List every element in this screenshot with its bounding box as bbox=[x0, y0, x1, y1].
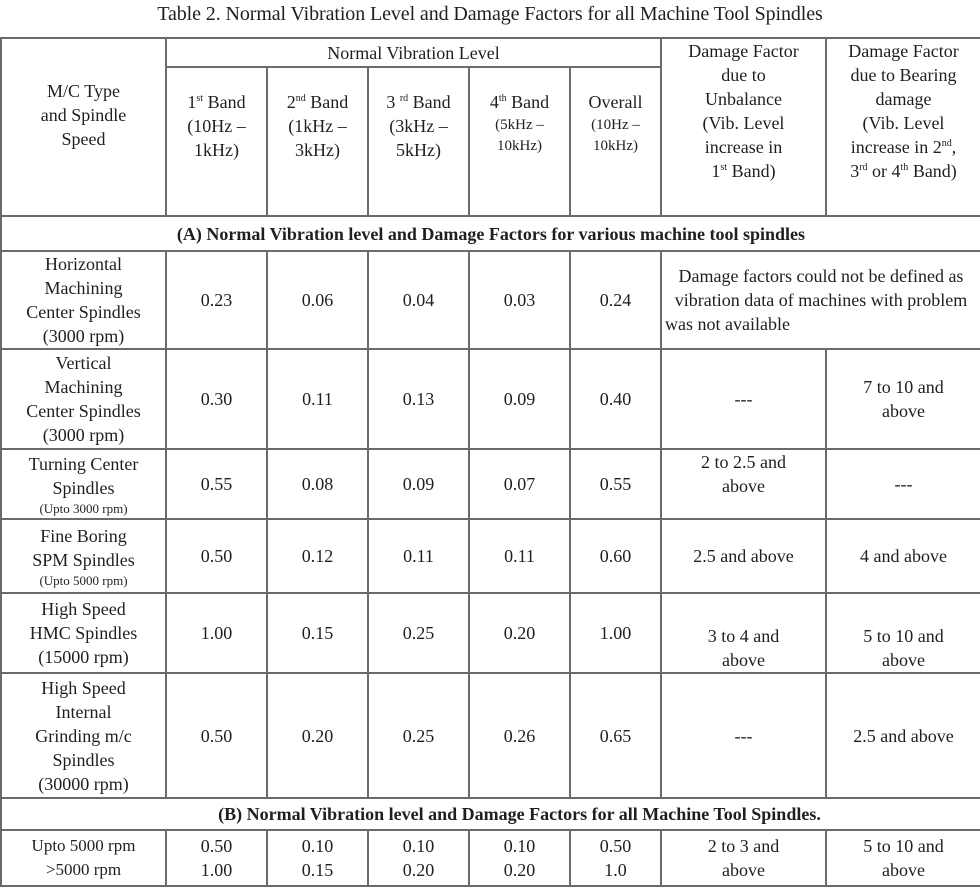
band3-value: 0.25 bbox=[368, 673, 469, 798]
band1-value: 0.30 bbox=[166, 349, 267, 449]
band1-value: 0.50 1.00 bbox=[166, 830, 267, 886]
band2-value: 0.06 bbox=[267, 251, 368, 349]
section-b-title: (B) Normal Vibration level and Damage Factors for all Machine Tool Spindles. bbox=[1, 798, 980, 830]
band3-value: 0.10 0.20 bbox=[368, 830, 469, 886]
band2-value: 0.12 bbox=[267, 519, 368, 593]
header-band-3: 3 $^{rd}$ Band (3kHz – 5kHz) bbox=[368, 67, 469, 216]
band2-value: 0.15 bbox=[267, 593, 368, 673]
header-damage-factor-bearing: Damage Factor due to Bearing damage (Vib. Level increase in 2nd, 3rd or 4th Band) bbox=[826, 38, 980, 216]
damage-factor-bearing-value: 5 to 10 and above bbox=[826, 593, 980, 673]
table-row bbox=[1, 593, 980, 673]
damage-factor-bearing-value: --- bbox=[826, 449, 980, 519]
header-normal-vibration-level: Normal Vibration Level bbox=[166, 38, 661, 67]
band1-value: 0.50 bbox=[166, 519, 267, 593]
damage-factor-unbalance-value: 3 to 4 and above bbox=[661, 593, 826, 673]
header-mc-type: M/C Type and Spindle Speed bbox=[1, 38, 166, 216]
mc-type-cell: High Speed Internal Grinding m/c Spindles (30000 rpm) bbox=[1, 673, 166, 798]
mc-type-cell: Turning Center Spindles (Upto 3000 rpm) bbox=[1, 449, 166, 519]
section-a-row bbox=[1, 216, 980, 251]
overall-value: 1.00 bbox=[570, 593, 661, 673]
band2-value: 0.11 bbox=[267, 349, 368, 449]
damage-factor-unbalance-value: 2.5 and above bbox=[661, 519, 826, 593]
band2-value: 0.10 0.15 bbox=[267, 830, 368, 886]
section-b-row bbox=[1, 798, 980, 830]
mc-type-cell: Upto 5000 rpm >5000 rpm bbox=[1, 830, 166, 886]
vibration-table bbox=[0, 37, 980, 887]
band1-value: 0.55 bbox=[166, 449, 267, 519]
table-row bbox=[1, 349, 980, 449]
band4-value: 0.26 bbox=[469, 673, 570, 798]
table-row bbox=[1, 519, 980, 593]
mc-type-cell: Vertical Machining Center Spindles (3000 rpm) bbox=[1, 349, 166, 449]
header-damage-factor-unbalance: Damage Factor due to Unbalance (Vib. Level increase in 1st Band) bbox=[661, 38, 826, 216]
damage-factor-unbalance-value: --- bbox=[661, 349, 826, 449]
band4-value: 0.03 bbox=[469, 251, 570, 349]
header-row-1 bbox=[1, 38, 980, 67]
overall-value: 0.50 1.0 bbox=[570, 830, 661, 886]
band1-value: 1.00 bbox=[166, 593, 267, 673]
overall-value: 0.60 bbox=[570, 519, 661, 593]
header-band-1: 1st Band (10Hz – 1kHz) bbox=[166, 67, 267, 216]
band1-value: 0.50 bbox=[166, 673, 267, 798]
mc-type-cell: Fine Boring SPM Spindles (Upto 5000 rpm) bbox=[1, 519, 166, 593]
damage-factor-unbalance-value: 2 to 3 and above bbox=[661, 830, 826, 886]
band4-value: 0.10 0.20 bbox=[469, 830, 570, 886]
table-caption: Table 2. Normal Vibration Level and Damage Factors for all Machine Tool Spindles bbox=[157, 3, 823, 25]
band4-value: 0.09 bbox=[469, 349, 570, 449]
overall-value: 0.55 bbox=[570, 449, 661, 519]
damage-factor-bearing-value: 5 to 10 and above bbox=[826, 830, 980, 886]
damage-factor-bearing-value: 7 to 10 and above bbox=[826, 349, 980, 449]
band3-value: 0.25 bbox=[368, 593, 469, 673]
band3-value: 0.04 bbox=[368, 251, 469, 349]
damage-factor-bearing-value: 2.5 and above bbox=[826, 673, 980, 798]
band4-value: 0.11 bbox=[469, 519, 570, 593]
damage-factor-unbalance-value: 2 to 2.5 and above bbox=[661, 449, 826, 519]
band3-value: 0.11 bbox=[368, 519, 469, 593]
band4-value: 0.20 bbox=[469, 593, 570, 673]
table-row bbox=[1, 830, 980, 886]
overall-value: 0.65 bbox=[570, 673, 661, 798]
overall-value: 0.40 bbox=[570, 349, 661, 449]
section-a-title: (A) Normal Vibration level and Damage Factors for various machine tool spindles bbox=[1, 216, 980, 251]
header-band-2: 2nd Band (1kHz – 3kHz) bbox=[267, 67, 368, 216]
damage-factor-bearing-value: 4 and above bbox=[826, 519, 980, 593]
band4-value: 0.07 bbox=[469, 449, 570, 519]
header-band-4: 4th Band (5kHz – 10kHz) bbox=[469, 67, 570, 216]
table-row bbox=[1, 673, 980, 798]
band3-value: 0.13 bbox=[368, 349, 469, 449]
band2-value: 0.08 bbox=[267, 449, 368, 519]
mc-type-cell: High Speed HMC Spindles (15000 rpm) bbox=[1, 593, 166, 673]
overall-value: 0.24 bbox=[570, 251, 661, 349]
damage-factor-note: Damage factors could not be defined as vibration data of machines with problem was not available bbox=[661, 251, 980, 349]
table-row bbox=[1, 251, 980, 349]
band1-value: 0.23 bbox=[166, 251, 267, 349]
mc-type-cell: Horizontal Machining Center Spindles (3000 rpm) bbox=[1, 251, 166, 349]
table-row bbox=[1, 449, 980, 519]
header-overall: Overall (10Hz – 10kHz) bbox=[570, 67, 661, 216]
band2-value: 0.20 bbox=[267, 673, 368, 798]
damage-factor-unbalance-value: --- bbox=[661, 673, 826, 798]
band3-value: 0.09 bbox=[368, 449, 469, 519]
